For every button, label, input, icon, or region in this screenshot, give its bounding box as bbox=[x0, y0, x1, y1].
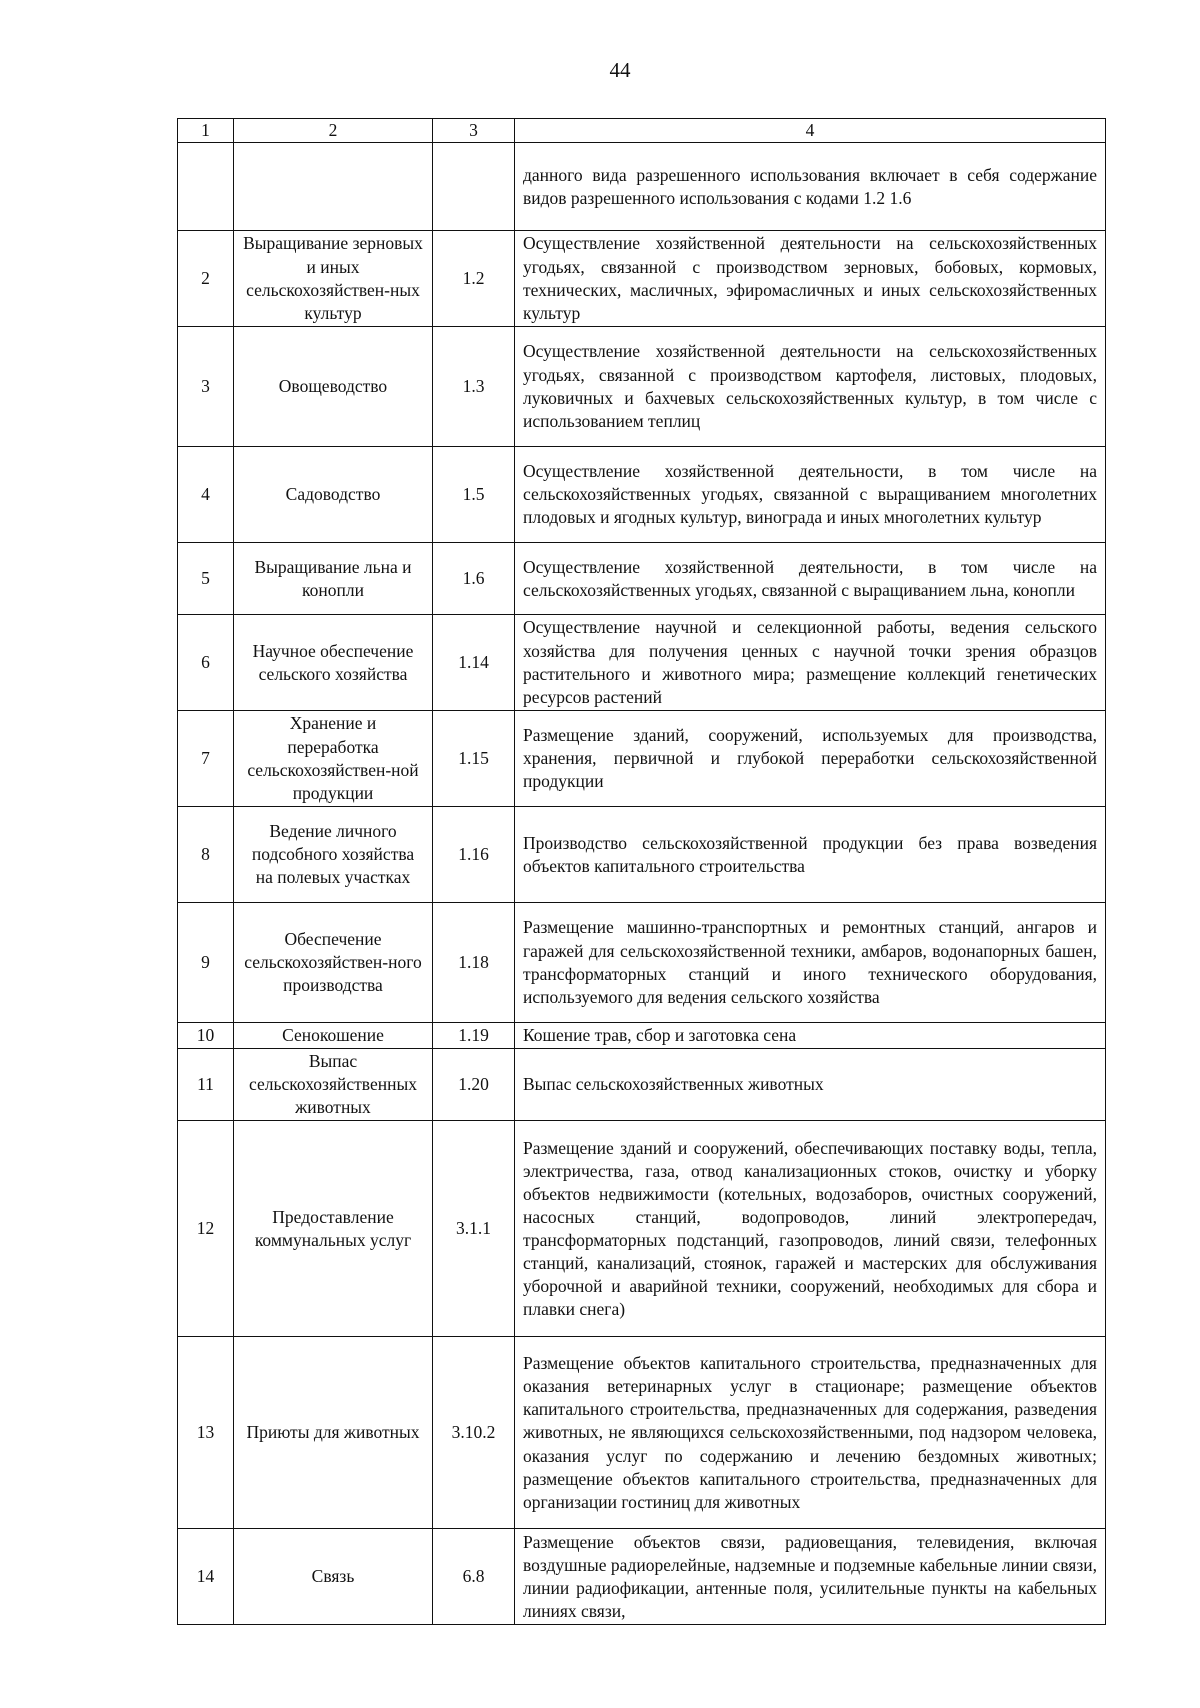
use-type-name: Приюты для животных bbox=[234, 1337, 433, 1529]
use-type-name: Садоводство bbox=[234, 447, 433, 543]
row-number: 10 bbox=[178, 1023, 234, 1049]
use-type-name: Выращивание зерновых и иных сельскохозяйствен-ных культур bbox=[234, 231, 433, 327]
row-number: 13 bbox=[178, 1337, 234, 1529]
use-type-description: Производство сельскохозяйственной продукции без права возведения объектов капитального строительства bbox=[515, 807, 1106, 903]
use-type-code: 3.1.1 bbox=[433, 1121, 515, 1337]
use-type-description: Осуществление хозяйственной деятельности, в том числе на сельскохозяйственных угодьях, связанной с выращиванием льна, конопли bbox=[515, 543, 1106, 615]
table-row bbox=[178, 543, 1106, 615]
table-row bbox=[178, 1337, 1106, 1529]
use-type-name: Предоставление коммунальных услуг bbox=[234, 1121, 433, 1337]
header-cell: 1 bbox=[178, 119, 234, 143]
use-type-name: Хранение и переработка сельскохозяйствен-ной продукции bbox=[234, 711, 433, 807]
use-type-name: Обеспечение сельскохозяйствен-ного производства bbox=[234, 903, 433, 1023]
use-type-description: Размещение зданий и сооружений, обеспечивающих поставку воды, тепла, электричества, газа, отвод канализационных стоков, очистку и уборку объектов недвижимости (котельных, водозаборов, очистных сооружений, насосных станций, водопроводов, линий электропередач, трансформаторных подстанций, газопроводов, линий связи, телефонных станций, канализаций, стоянок, гаражей и мастерских для обслуживания уборочной и аварийной техники, сооружений, необходимых для сбора и плавки снега) bbox=[515, 1121, 1106, 1337]
table-header-row bbox=[178, 119, 1106, 143]
use-type-code: 1.3 bbox=[433, 327, 515, 447]
use-type-code: 1.2 bbox=[433, 231, 515, 327]
row-number: 14 bbox=[178, 1529, 234, 1625]
use-type-code: 3.10.2 bbox=[433, 1337, 515, 1529]
table-row bbox=[178, 1121, 1106, 1337]
use-type-code: 1.5 bbox=[433, 447, 515, 543]
table-row bbox=[178, 143, 1106, 231]
row-number: 6 bbox=[178, 615, 234, 711]
table-row bbox=[178, 615, 1106, 711]
table-row bbox=[178, 711, 1106, 807]
table-row bbox=[178, 1023, 1106, 1049]
use-type-name: Выпас сельскохозяйственных животных bbox=[234, 1049, 433, 1121]
use-type-description: Размещение объектов связи, радиовещания, телевидения, включая воздушные радиорелейные, надземные и подземные кабельные линии связи, линии радиофикации, антенные поля, усилительные пункты на кабельных линиях связи, bbox=[515, 1529, 1106, 1625]
use-type-description: Осуществление хозяйственной деятельности, в том числе на сельскохозяйственных угодьях, связанной с выращиванием многолетних плодовых и ягодных культур, винограда и иных многолетних культур bbox=[515, 447, 1106, 543]
use-type-code bbox=[433, 143, 515, 231]
use-type-description: Осуществление хозяйственной деятельности на сельскохозяйственных угодьях, связанной с производством картофеля, листовых, плодовых, луковичных и бахчевых сельскохозяйственных культур, в том числе с использованием теплиц bbox=[515, 327, 1106, 447]
land-use-table bbox=[177, 118, 1106, 1625]
table-row bbox=[178, 807, 1106, 903]
header-cell: 3 bbox=[433, 119, 515, 143]
page-number: 44 bbox=[609, 58, 631, 82]
row-number bbox=[178, 143, 234, 231]
use-type-name: Овощеводство bbox=[234, 327, 433, 447]
use-type-description: данного вида разрешенного использования включает в себя содержание видов разрешенного использования с кодами 1.2 1.6 bbox=[515, 143, 1106, 231]
row-number: 5 bbox=[178, 543, 234, 615]
row-number: 11 bbox=[178, 1049, 234, 1121]
use-type-code: 6.8 bbox=[433, 1529, 515, 1625]
row-number: 3 bbox=[178, 327, 234, 447]
use-type-description: Размещение машинно-транспортных и ремонтных станций, ангаров и гаражей для сельскохозяйственной техники, амбаров, водонапорных башен, трансформаторных станций и иного технического оборудования, используемого для ведения сельского хозяйства bbox=[515, 903, 1106, 1023]
table-row bbox=[178, 903, 1106, 1023]
table-row bbox=[178, 1529, 1106, 1625]
use-type-name bbox=[234, 143, 433, 231]
header-cell: 2 bbox=[234, 119, 433, 143]
table-row bbox=[178, 1049, 1106, 1121]
use-type-name: Научное обеспечение сельского хозяйства bbox=[234, 615, 433, 711]
table-row bbox=[178, 327, 1106, 447]
row-number: 12 bbox=[178, 1121, 234, 1337]
use-type-code: 1.16 bbox=[433, 807, 515, 903]
row-number: 9 bbox=[178, 903, 234, 1023]
use-type-description: Размещение зданий, сооружений, используемых для производства, хранения, первичной и глубокой переработки сельскохозяйственной продукции bbox=[515, 711, 1106, 807]
use-type-description: Осуществление хозяйственной деятельности на сельскохозяйственных угодьях, связанной с производством зерновых, бобовых, кормовых, технических, масличных, эфиромасличных и иных сельскохозяйственных культур bbox=[515, 231, 1106, 327]
row-number: 2 bbox=[178, 231, 234, 327]
header-cell: 4 bbox=[515, 119, 1106, 143]
use-type-code: 1.14 bbox=[433, 615, 515, 711]
row-number: 4 bbox=[178, 447, 234, 543]
use-type-code: 1.15 bbox=[433, 711, 515, 807]
use-type-description: Выпас сельскохозяйственных животных bbox=[515, 1049, 1106, 1121]
use-type-name: Связь bbox=[234, 1529, 433, 1625]
use-type-code: 1.20 bbox=[433, 1049, 515, 1121]
table-row bbox=[178, 231, 1106, 327]
use-type-name: Ведение личного подсобного хозяйства на полевых участках bbox=[234, 807, 433, 903]
row-number: 7 bbox=[178, 711, 234, 807]
use-type-code: 1.19 bbox=[433, 1023, 515, 1049]
use-type-name: Выращивание льна и конопли bbox=[234, 543, 433, 615]
row-number: 8 bbox=[178, 807, 234, 903]
use-type-description: Размещение объектов капитального строительства, предназначенных для оказания ветеринарных услуг в стационаре; размещение объектов капитального строительства, предназначенных для содержания, разведения животных, не являющихся сельскохозяйственными, под надзором человека, оказания услуг по содержанию и лечению бездомных животных; размещение объектов капитального строительства, предназначенных для организации гостиниц для животных bbox=[515, 1337, 1106, 1529]
table-row bbox=[178, 447, 1106, 543]
use-type-code: 1.6 bbox=[433, 543, 515, 615]
use-type-description: Осуществление научной и селекционной работы, ведения сельского хозяйства для получения ценных с научной точки зрения образцов растительного и животного мира; размещение коллекций генетических ресурсов растений bbox=[515, 615, 1106, 711]
use-type-name: Сенокошение bbox=[234, 1023, 433, 1049]
use-type-description: Кошение трав, сбор и заготовка сена bbox=[515, 1023, 1106, 1049]
use-type-code: 1.18 bbox=[433, 903, 515, 1023]
